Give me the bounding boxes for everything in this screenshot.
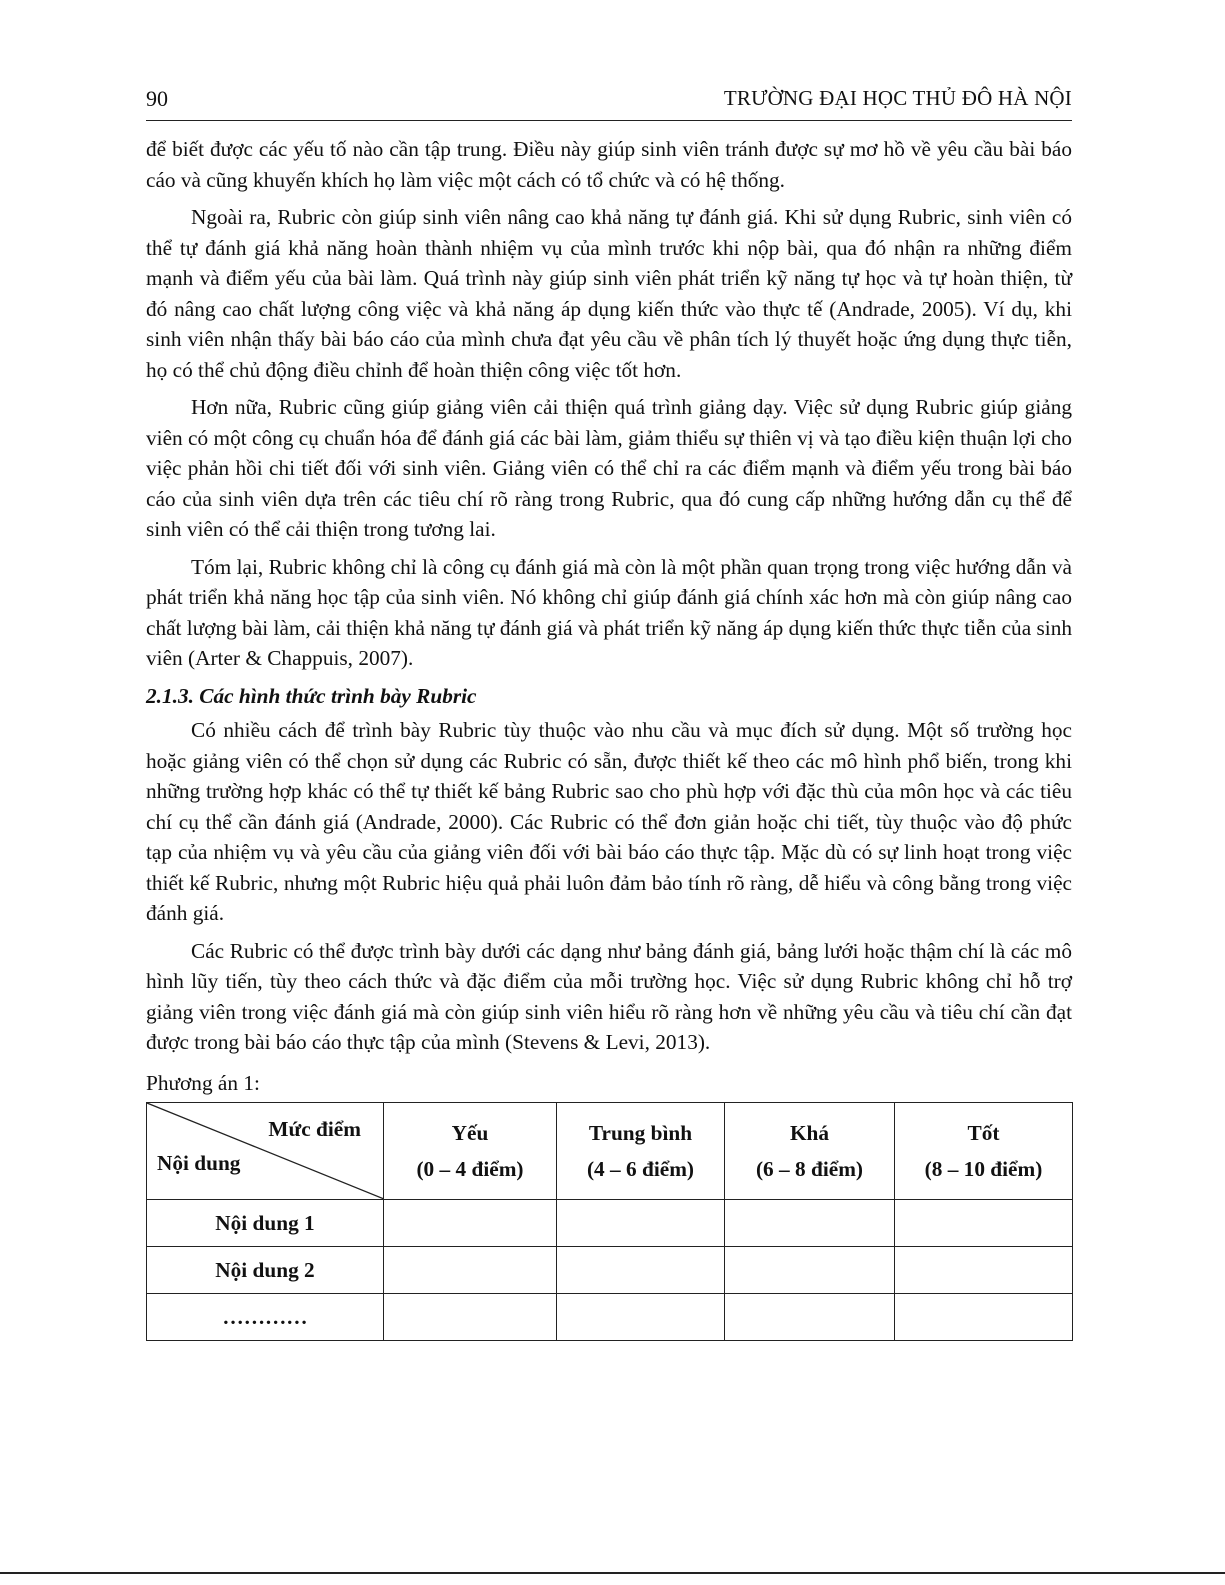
column-name: Tốt [967, 1121, 1000, 1145]
column-header-average [557, 1103, 725, 1200]
running-title: TRƯỜNG ĐẠI HỌC THỦ ĐÔ HÀ NỘI [723, 86, 1072, 110]
paragraph: Hơn nữa, Rubric cũng giúp giảng viên cải thiện quá trình giảng dạy. Việc sử dụng Rubric giúp giảng viên có một công cụ chuẩn hóa để đánh giá các bài làm, giảm thiểu sự thiên vị và tạo điều kiện thuận lợi cho việc phản hồi chi tiết đối với sinh viên. Giảng viên có thể chỉ ra các điểm mạnh và điểm yếu trong bài báo cáo của sinh viên dựa trên các tiêu chí rõ ràng trong Rubric, qua đó cung cấp những hướng dẫn cụ thể để sinh viên có thể cải thiện trong tương lai. [146, 395, 1072, 541]
rubric-table [146, 1102, 1073, 1341]
table-cell [557, 1200, 725, 1247]
table-cell [895, 1200, 1073, 1247]
page-body [146, 134, 1072, 1341]
row-header: ………… [147, 1294, 384, 1341]
column-header-weak [384, 1103, 557, 1200]
corner-top-label: Mức điểm [268, 1117, 361, 1141]
column-name: Trung bình [588, 1121, 693, 1145]
table-cell [557, 1294, 725, 1341]
column-range: (6 – 8 điểm) [755, 1157, 864, 1181]
table-cell [384, 1247, 557, 1294]
corner-bottom-label: Nội dung [157, 1151, 241, 1175]
paragraph: Tóm lại, Rubric không chỉ là công cụ đánh giá mà còn là một phần quan trọng trong việc hướng dẫn và phát triển khả năng học tập của sinh viên. Nó không chỉ giúp đánh giá chính xác hơn mà còn giúp nâng cao chất lượng bài làm, cải thiện khả năng tự đánh giá và phát triển kỹ năng áp dụng kiến thức thực tiễn của sinh viên (Arter & Chappuis, 2007). [146, 554, 1072, 670]
table-header-row [147, 1103, 1073, 1200]
table-cell [895, 1294, 1073, 1341]
table-cell [725, 1200, 895, 1247]
table-cell [725, 1294, 895, 1341]
table-cell [557, 1247, 725, 1294]
page-header [146, 86, 1072, 121]
table-cell [895, 1247, 1073, 1294]
paragraph: Có nhiều cách để trình bày Rubric tùy thuộc vào nhu cầu và mục đích sử dụng. Một số trường học hoặc giảng viên có thể chọn sử dụng các Rubric có sẵn, được thiết kế theo các mô hình phổ biến, trong khi những trường hợp khác có thể tự thiết kế bảng Rubric sao cho phù hợp với đặc thù của môn học và các tiêu chí cụ thể cần đánh giá (Andrade, 2000). Các Rubric có thể đơn giản hoặc chi tiết, tùy thuộc vào độ phức tạp của nhiệm vụ và yêu cầu của giảng viên đối với bài báo cáo thực tập. Mặc dù có sự linh hoạt trong việc thiết kế Rubric, nhưng một Rubric hiệu quả phải luôn đảm bảo tính rõ ràng, dễ hiểu và công bằng trong việc đánh giá. [146, 718, 1072, 925]
paragraph: Ngoài ra, Rubric còn giúp sinh viên nâng cao khả năng tự đánh giá. Khi sử dụng Rubric, sinh viên có thể tự đánh giá khả năng hoàn thành nhiệm vụ của mình trước khi nộp bài, qua đó nhận ra những điểm mạnh và điểm yếu của bài làm. Quá trình này giúp sinh viên phát triển kỹ năng tự học và tự hoàn thiện, từ đó nâng cao chất lượng công việc và khả năng áp dụng kiến thức vào thực tế (Andrade, 2005). Ví dụ, khi sinh viên nhận thấy bài báo cáo của mình chưa đạt yêu cầu về phân tích lý thuyết hoặc ứng dụng thực tiễn, họ có thể chủ động điều chỉnh để hoàn thiện công việc tốt hơn. [146, 205, 1072, 382]
table-row [147, 1294, 1073, 1341]
corner-cell [147, 1103, 384, 1200]
column-name: Yếu [451, 1121, 489, 1145]
paragraph: để biết được các yếu tố nào cần tập trung. Điều này giúp sinh viên tránh được sự mơ hồ về yêu cầu bài báo cáo và cũng khuyến khích họ làm việc một cách có tổ chức và có hệ thống. [146, 137, 1072, 192]
table-row [147, 1247, 1073, 1294]
column-range: (8 – 10 điểm) [924, 1157, 1043, 1181]
table-caption: Phương án 1: [146, 1070, 260, 1095]
column-range: (4 – 6 điểm) [586, 1157, 695, 1181]
row-header: Nội dung 2 [147, 1247, 384, 1294]
row-header: Nội dung 1 [147, 1200, 384, 1247]
paragraph: Các Rubric có thể được trình bày dưới các dạng như bảng đánh giá, bảng lưới hoặc thậm chí là các mô hình lũy tiến, tùy theo cách thức và đặc điểm của mỗi trường học. Việc sử dụng Rubric không chỉ hỗ trợ giảng viên trong việc đánh giá mà còn giúp sinh viên hiểu rõ ràng hơn về những yêu cầu và tiêu chí cần đạt được trong bài báo cáo thực tập của mình (Stevens & Levi, 2013). [146, 938, 1072, 1054]
column-header-excellent [895, 1103, 1073, 1200]
table-row [147, 1200, 1073, 1247]
page-number: 90 [146, 86, 168, 111]
table-cell [384, 1200, 557, 1247]
table-cell [725, 1247, 895, 1294]
column-range: (0 – 4 điểm) [416, 1157, 524, 1181]
section-heading: 2.1.3. Các hình thức trình bày Rubric [146, 683, 477, 708]
table-cell [384, 1294, 557, 1341]
column-name: Khá [789, 1121, 830, 1145]
column-header-good [725, 1103, 895, 1200]
bottom-rule [0, 1572, 1225, 1574]
